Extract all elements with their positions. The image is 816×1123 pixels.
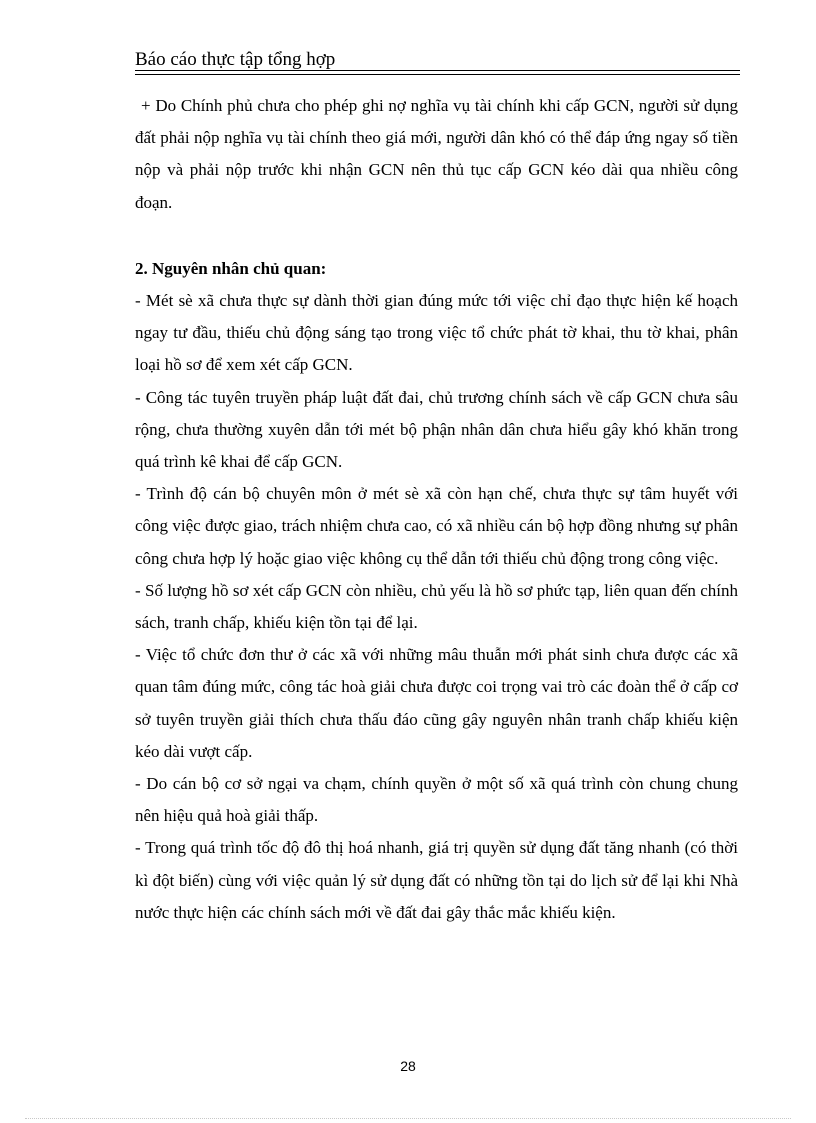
intro-paragraph: + Do Chính phủ chưa cho phép ghi nợ nghĩa vụ tài chính khi cấp GCN, người sử dụng đất phải nộp nghĩa vụ tài chính theo giá mới, người dân khó có thể đáp ứng ngay số tiền nộp và phải nộp trước khi nhận GCN nên thủ tục cấp GCN kéo dài qua nhiều công đoạn.: [135, 96, 738, 212]
list-item: - Việc tổ chức đơn thư ở các xã với những mâu thuẫn mới phát sinh chưa được các xã quan tâm đúng mức, công tác hoà giải chưa được coi trọng vai trò các đoàn thể ở cấp cơ sở tuyên truyền giải thích chưa thấu đáo cũng gây nguyên nhân tranh chấp khiếu kiện kéo dài vượt cấp.: [135, 645, 738, 761]
list-item: - Số lượng hồ sơ xét cấp GCN còn nhiều, chủ yếu là hồ sơ phức tạp, liên quan đến chính sách, tranh chấp, khiếu kiện tồn tại để lại.: [135, 580, 738, 633]
page-header: [135, 48, 740, 74]
page-number: 28: [400, 1058, 416, 1074]
list-item: - Trong quá trình tốc độ đô thị hoá nhanh, giá trị quyền sử dụng đất tăng nhanh (có thời kì đột biến) cùng với việc quản lý sử dụng đất có những tồn tại do lịch sử để lại khi Nhà nước thực hiện các chính sách mới về đất đai gây thắc mắc khiếu kiện.: [135, 838, 738, 922]
report-title: Báo cáo thực tập tổng hợp: [135, 49, 336, 70]
section-heading: 2. Nguyên nhân chủ quan:: [135, 258, 327, 278]
document-body: [135, 90, 738, 929]
list-item: - Mét sè xã chưa thực sự dành thời gian đúng mức tới việc chỉ đạo thực hiện kế hoạch ngay tư đầu, thiếu chủ động sáng tạo trong việc tổ chức phát tờ khai, thu tờ khai, phân loại hồ sơ để xem xét cấp GCN.: [135, 291, 738, 375]
header-rule-thick: [135, 70, 740, 71]
list-item: - Công tác tuyên truyền pháp luật đất đai, chủ trương chính sách về cấp GCN chưa sâu rộng, chưa thường xuyên dẫn tới mét bộ phận nhân dân chưa hiểu gây khó khăn trong quá trình kê khai để cấp GCN.: [135, 387, 738, 472]
footer-divider: [25, 1118, 791, 1119]
list-item: - Trình độ cán bộ chuyên môn ở mét sè xã còn hạn chế, chưa thực sự tâm huyết với công việc được giao, trách nhiệm chưa cao, có xã nhiều cán bộ hợp đồng nhưng sự phân công chưa hợp lý hoặc giao việc không cụ thể dẫn tới thiếu chủ động trong công việc.: [135, 484, 738, 568]
paragraph-spacer: [135, 219, 738, 253]
list-item: - Do cán bộ cơ sở ngại va chạm, chính quyền ở một số xã quá trình còn chung chung nên hiệu quả hoà giải thấp.: [135, 774, 738, 826]
header-rule-thin: [135, 74, 740, 75]
